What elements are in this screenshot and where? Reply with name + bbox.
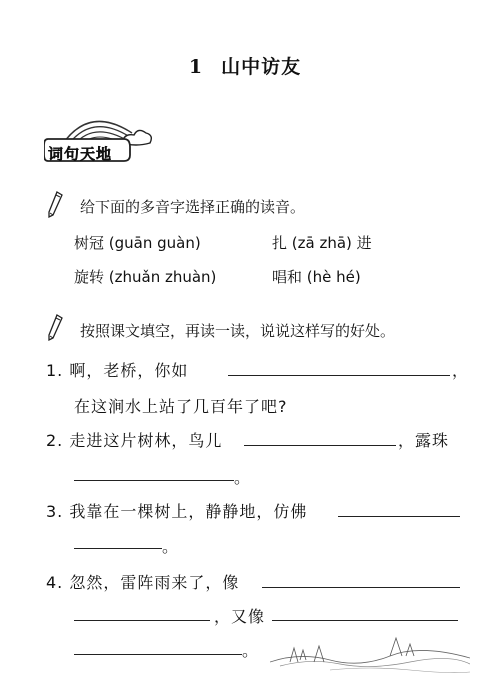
- q1-line2: 在这涧水上站了几百年了吧?: [74, 397, 288, 416]
- q3-end: 。: [162, 537, 180, 556]
- exercise2-instruction: 按照课文填空，再读一读，说说这样写的好处。: [80, 322, 396, 340]
- section-label: 词句天地: [48, 145, 113, 163]
- pencil-icon: [46, 191, 64, 219]
- q4-answer-line-2[interactable]: [74, 620, 210, 621]
- q2-answer-line-2[interactable]: [74, 480, 234, 481]
- q4-answer-line-4[interactable]: [74, 654, 242, 655]
- pencil-icon: [46, 314, 64, 342]
- q2-mid: ，露珠: [398, 431, 450, 450]
- q1-comma: ，: [452, 361, 470, 380]
- q4-answer-line-3[interactable]: [272, 620, 458, 621]
- q3-lead: 3. 我靠在一棵树上，静静地，仿佛: [46, 502, 308, 521]
- q3-answer-line-2[interactable]: [74, 548, 162, 549]
- q1-answer-line[interactable]: [228, 375, 450, 376]
- q4-end: 。: [242, 641, 260, 660]
- lesson-title: 山中访友: [221, 56, 302, 78]
- q2-end: 。: [234, 468, 252, 487]
- landscape-illustration: [270, 622, 470, 682]
- pinyin-choice-1: 树冠 (guān guàn): [74, 234, 201, 252]
- q4-answer-line-1[interactable]: [262, 587, 460, 588]
- q4-lead: 4. 忽然，雷阵雨来了，像: [46, 573, 240, 592]
- q1-lead: 1. 啊，老桥，你如: [46, 361, 189, 380]
- exercise1-instruction: 给下面的多音字选择正确的读音。: [80, 198, 306, 216]
- q2-answer-line-1[interactable]: [244, 445, 396, 446]
- pinyin-choice-2: 扎 (zā zhā) 进: [272, 234, 372, 252]
- q3-answer-line-1[interactable]: [338, 516, 460, 517]
- page-title: [0, 52, 490, 79]
- q4-mid: ，又像: [214, 607, 266, 626]
- pinyin-choice-4: 唱和 (hè hé): [272, 268, 361, 286]
- pinyin-choice-3: 旋转 (zhuǎn zhuàn): [74, 268, 217, 286]
- q2-lead: 2. 走进这片树林，鸟儿: [46, 431, 223, 450]
- lesson-number: 1: [188, 56, 204, 78]
